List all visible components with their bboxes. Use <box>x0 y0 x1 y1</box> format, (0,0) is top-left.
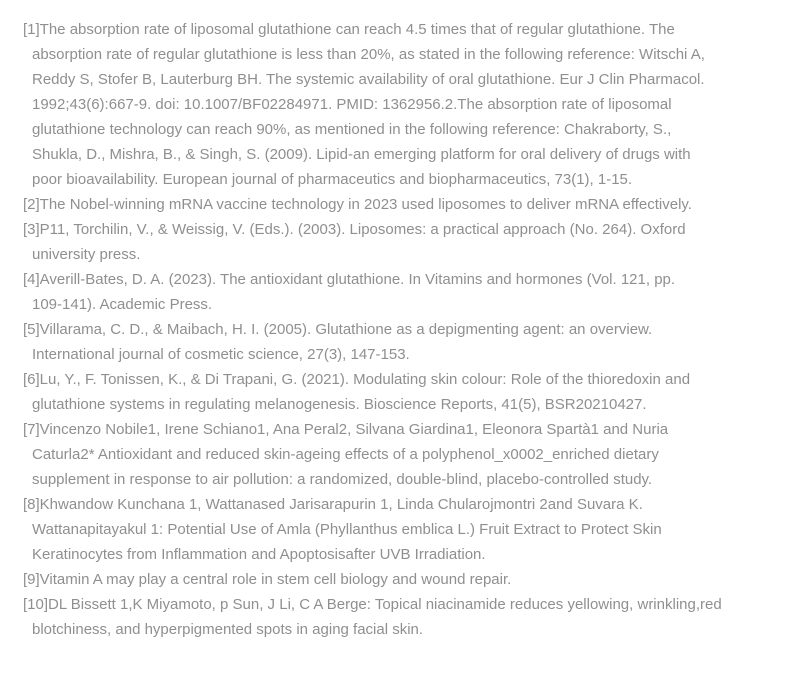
reference-line: absorption rate of regular glutathione is less than 20%, as stated in the following reference: Witschi A, <box>32 46 705 63</box>
reference-line: [10]DL Bissett 1,K Miyamoto, p Sun, J Li, C A Berge: Topical niacinamide reduces yellowing, wrinkling,red <box>23 596 722 613</box>
reference-item <box>23 492 760 567</box>
reference-line: blotchiness, and hyperpigmented spots in aging facial skin. <box>32 621 424 638</box>
reference-item <box>23 267 760 317</box>
reference-line: supplement in response to air pollution: a randomized, double-blind, placebo-controlled study. <box>32 471 653 488</box>
reference-line: 1992;43(6):667-9. doi: 10.1007/BF02284971. PMID: 1362956.2.The absorption rate of liposomal <box>32 96 672 113</box>
reference-item <box>23 192 760 217</box>
reference-line: poor bioavailability. European journal of pharmaceutics and biopharmaceutics, 73(1), 1-15. <box>32 171 633 188</box>
reference-line: university press. <box>32 246 141 263</box>
reference-line: [6]Lu, Y., F. Tonissen, K., & Di Trapani, G. (2021). Modulating skin colour: Role of the thioredoxin and <box>23 371 691 388</box>
reference-line: [9]Vitamin A may play a central role in stem cell biology and wound repair. <box>23 571 512 588</box>
reference-line: [5]Villarama, C. D., & Maibach, H. I. (2005). Glutathione as a depigmenting agent: an overview. <box>23 321 653 338</box>
reference-line: Shukla, D., Mishra, B., & Singh, S. (2009). Lipid-an emerging platform for oral delivery of drugs with <box>32 146 691 163</box>
reference-line: International journal of cosmetic science, 27(3), 147-153. <box>32 346 410 363</box>
reference-line: glutathione technology can reach 90%, as mentioned in the following reference: Chakraborty, S., <box>32 121 672 138</box>
reference-item <box>23 592 760 642</box>
reference-line: [4]Averill-Bates, D. A. (2023). The antioxidant glutathione. In Vitamins and hormones (Vol. 121, pp. <box>23 271 676 288</box>
reference-line: Caturla2* Antioxidant and reduced skin-ageing effects of a polyphenol_x0002_enriched dietary <box>32 446 659 463</box>
reference-line: glutathione systems in regulating melanogenesis. Bioscience Reports, 41(5), BSR20210427. <box>32 396 647 413</box>
reference-line: [3]P11, Torchilin, V., & Weissig, V. (Eds.). (2003). Liposomes: a practical approach (No. 264). Oxford <box>23 221 686 238</box>
reference-line: Wattanapitayakul 1: Potential Use of Amla (Phyllanthus emblica L.) Fruit Extract to Protect Skin <box>32 521 662 538</box>
reference-line: [7]Vincenzo Nobile1, Irene Schiano1, Ana Peral2, Silvana Giardina1, Eleonora Spartà1 and Nuria <box>23 421 669 438</box>
reference-line: Reddy S, Stofer B, Lauterburg BH. The systemic availability of oral glutathione. Eur J Clin Pharmacol. <box>32 71 705 88</box>
reference-line: 109-141). Academic Press. <box>32 296 213 313</box>
reference-line: Keratinocytes from Inflammation and Apoptosisafter UVB Irradiation. <box>32 546 486 563</box>
reference-item <box>23 17 760 192</box>
reference-line: [1]The absorption rate of liposomal glutathione can reach 4.5 times that of regular glutathione. The <box>23 21 675 38</box>
reference-item <box>23 367 760 417</box>
reference-item <box>23 317 760 367</box>
reference-item <box>23 567 760 592</box>
reference-item <box>23 417 760 492</box>
reference-line: [8]Khwandow Kunchana 1, Wattanased Jarisarapurin 1, Linda Chularojmontri 2and Suvara K. <box>23 496 643 513</box>
reference-line: [2]The Nobel-winning mRNA vaccine technology in 2023 used liposomes to deliver mRNA effectively. <box>23 196 692 213</box>
reference-item <box>23 217 760 267</box>
